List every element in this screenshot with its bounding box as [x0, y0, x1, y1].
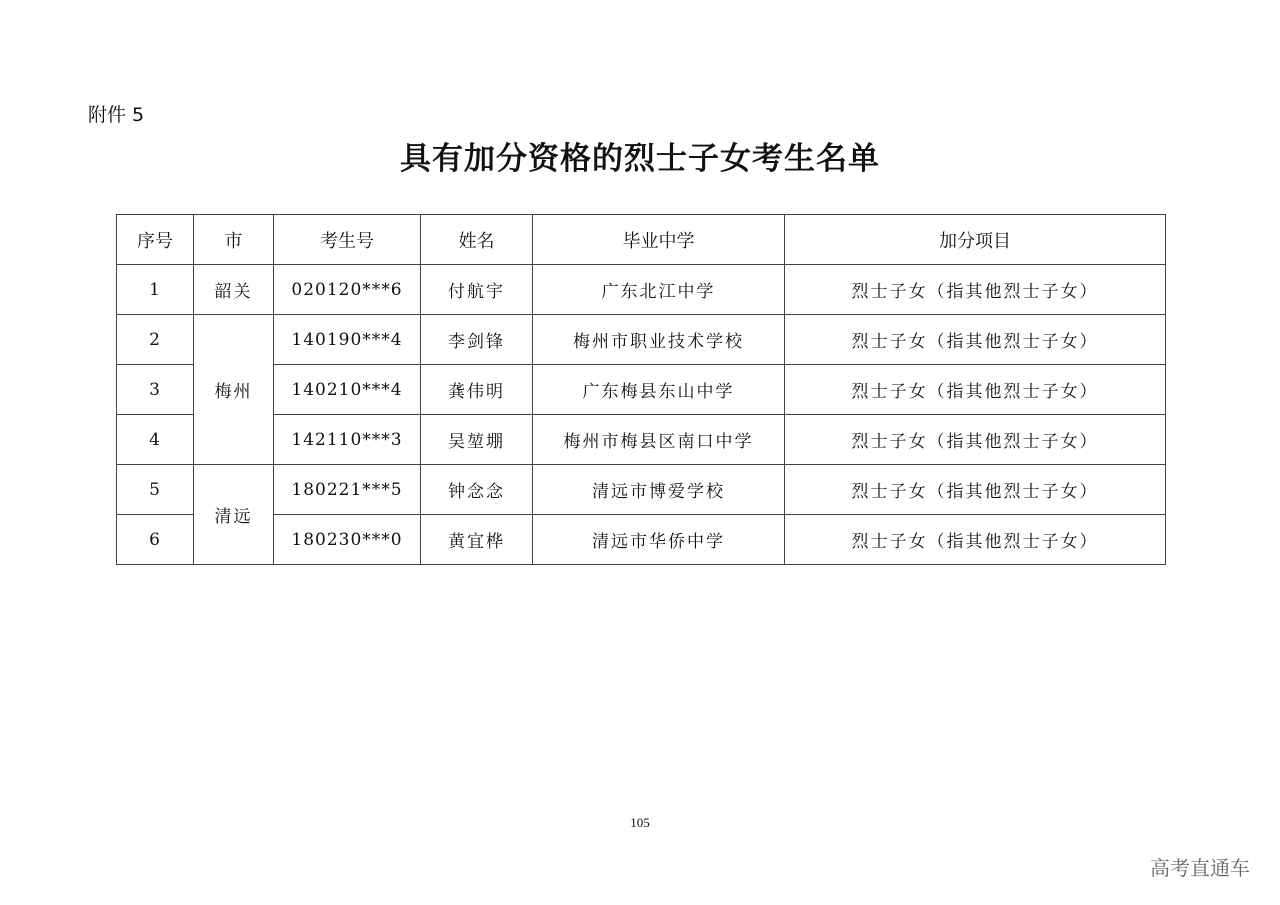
header-bonus-item: 加分项目 — [785, 215, 1166, 265]
cell-bonus-item: 烈士子女（指其他烈士子女） — [785, 515, 1166, 565]
cell-name: 付航宇 — [421, 265, 533, 315]
table-row — [117, 315, 1166, 365]
table-row — [117, 465, 1166, 515]
cell-name: 吴堃堋 — [421, 415, 533, 465]
table-row — [117, 365, 1166, 415]
cell-serial: 1 — [117, 265, 194, 315]
header-name: 姓名 — [421, 215, 533, 265]
table-row — [117, 415, 1166, 465]
cell-exam-id: 020120***6 — [274, 265, 421, 315]
page-number: 105 — [630, 815, 650, 830]
cell-bonus-item: 烈士子女（指其他烈士子女） — [785, 465, 1166, 515]
cell-city: 清远 — [194, 465, 274, 565]
cell-serial: 2 — [117, 315, 194, 365]
cell-serial: 4 — [117, 415, 194, 465]
header-school: 毕业中学 — [533, 215, 785, 265]
header-city: 市 — [194, 215, 274, 265]
cell-school: 广东梅县东山中学 — [533, 365, 785, 415]
cell-city: 梅州 — [194, 315, 274, 465]
cell-school: 广东北江中学 — [533, 265, 785, 315]
cell-exam-id: 180230***0 — [274, 515, 421, 565]
table-row — [117, 265, 1166, 315]
cell-exam-id: 142110***3 — [274, 415, 421, 465]
cell-bonus-item: 烈士子女（指其他烈士子女） — [785, 265, 1166, 315]
cell-school: 梅州市梅县区南口中学 — [533, 415, 785, 465]
cell-exam-id: 180221***5 — [274, 465, 421, 515]
attachment-label: 附件 5 — [88, 104, 145, 126]
document-title: 具有加分资格的烈士子女考生名单 — [400, 141, 880, 177]
cell-school: 清远市华侨中学 — [533, 515, 785, 565]
cell-bonus-item: 烈士子女（指其他烈士子女） — [785, 315, 1166, 365]
cell-school: 清远市博爱学校 — [533, 465, 785, 515]
cell-serial: 6 — [117, 515, 194, 565]
cell-name: 龚伟明 — [421, 365, 533, 415]
cell-name: 黄宜桦 — [421, 515, 533, 565]
table-row — [117, 515, 1166, 565]
candidate-table — [116, 214, 1166, 565]
watermark: 高考直通车 — [1150, 856, 1250, 880]
cell-serial: 3 — [117, 365, 194, 415]
table-header-row — [117, 215, 1166, 265]
header-serial: 序号 — [117, 215, 194, 265]
cell-school: 梅州市职业技术学校 — [533, 315, 785, 365]
cell-bonus-item: 烈士子女（指其他烈士子女） — [785, 415, 1166, 465]
cell-exam-id: 140210***4 — [274, 365, 421, 415]
cell-serial: 5 — [117, 465, 194, 515]
cell-exam-id: 140190***4 — [274, 315, 421, 365]
cell-bonus-item: 烈士子女（指其他烈士子女） — [785, 365, 1166, 415]
header-exam-id: 考生号 — [274, 215, 421, 265]
cell-name: 钟念念 — [421, 465, 533, 515]
cell-city: 韶关 — [194, 265, 274, 315]
cell-name: 李剑锋 — [421, 315, 533, 365]
